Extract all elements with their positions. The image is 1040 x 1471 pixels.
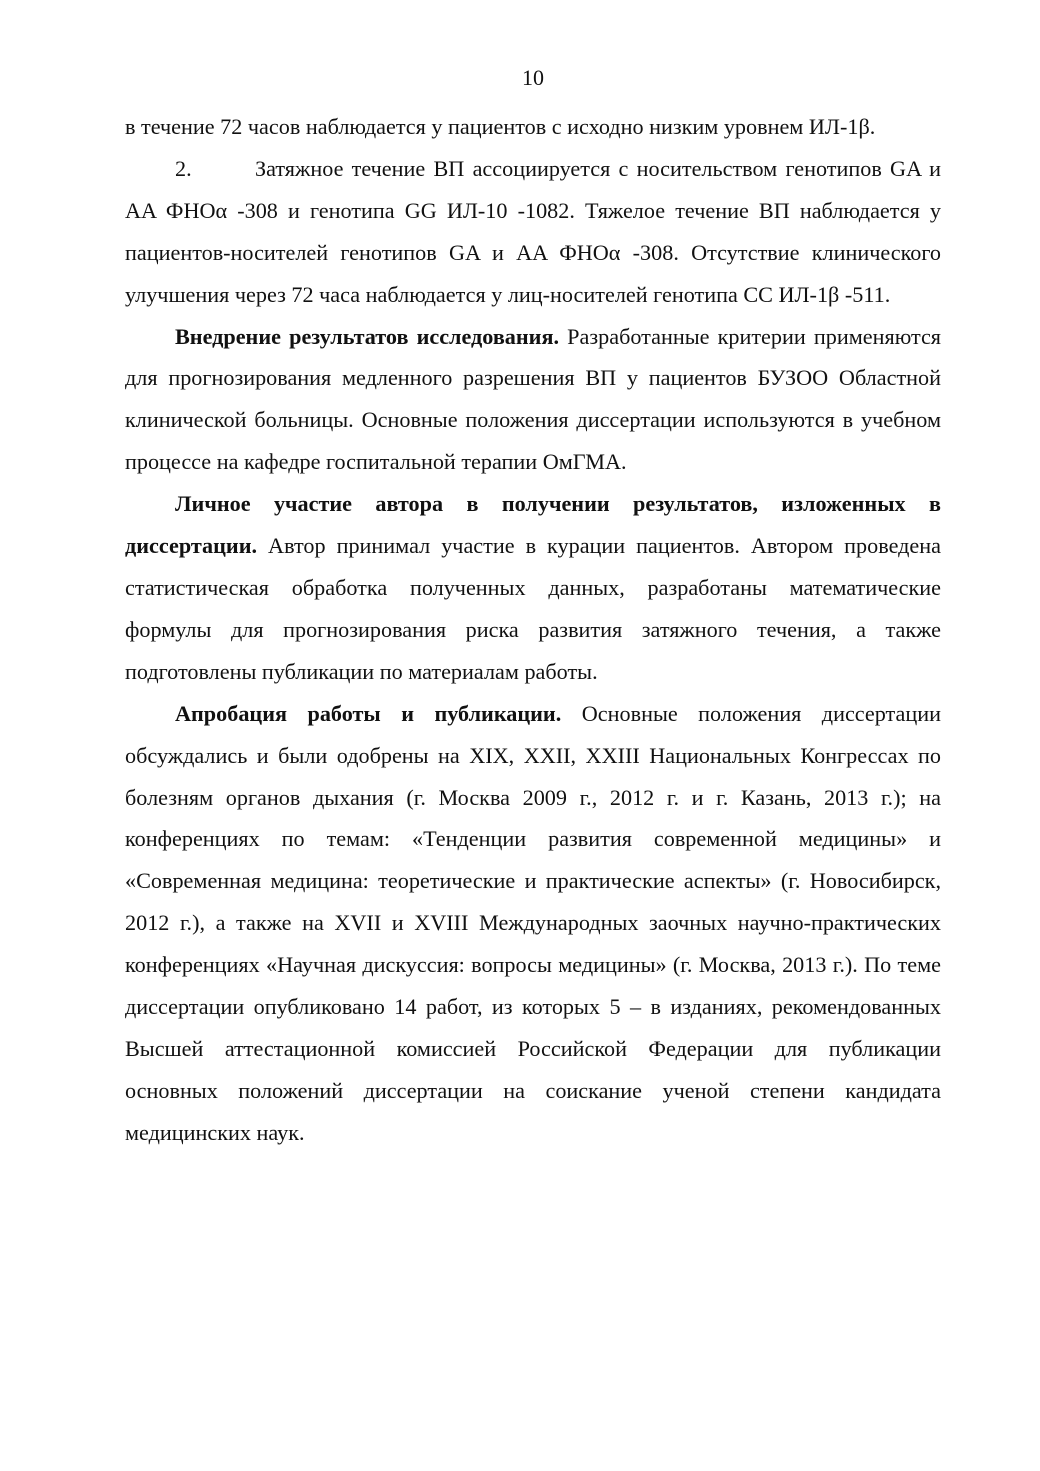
conclusion-text: Затяжное течение ВП ассоциируется с носительством генотипов GA и AA ФНОα -308 и генотипа GG ИЛ-10 -1082. Тяжелое течение ВП наблюдается у пациентов-носителей генотипов GA и AA ФНОα -308. Отсутствие клинического улучшения через 72 часа наблюдается у лиц-носителей генотипа CC ИЛ-1β -511.: [125, 155, 941, 307]
paragraph-continuation: в течение 72 часов наблюдается у пациентов с исходно низким уровнем ИЛ-1β.: [125, 114, 876, 139]
author-contribution-text: Автор принимал участие в курации пациентов. Автором проведена статистическая обработка полученных данных, разработаны математические формулы для прогнозирования риска развития затяжного течения, а также подготовлены публикации по материалам работы.: [125, 533, 941, 684]
document-body: [125, 106, 941, 1154]
section-heading-author-contribution: Личное участие автора в получении результатов, изложенных в диссертации.: [125, 491, 941, 559]
paragraph-approbation: [125, 693, 941, 1154]
paragraph-author-contribution: [125, 483, 941, 693]
page-number: 10: [522, 65, 544, 90]
section-heading-implementation: Внедрение результатов исследования.: [175, 323, 560, 349]
numbered-conclusion-2: [125, 148, 941, 316]
list-number: 2.: [175, 155, 192, 181]
section-heading-approbation: Апробация работы и публикации.: [175, 700, 562, 726]
implementation-text: Разработанные критерии применяются для прогнозирования медленного разрешения ВП у пациентов БУЗОО Областной клинической больницы. Основные положения диссертации используются в учебном процессе на кафедре госпитальной терапии ОмГМА.: [125, 323, 941, 475]
approbation-text: Основные положения диссертации обсуждались и были одобрены на XIX, XXII, XXIII Национальных Конгрессах по болезням органов дыхания (г. Москва 2009 г., 2012 г. и г. Казань, 2013 г.); на конференциях по темам: «Тенденции развития современной медицины» и «Современная медицина: теоретические и практические аспекты» (г. Новосибирск, 2012 г.), а также на XVII и XVIII Международных заочных научно-практических конференциях «Научная дискуссия: вопросы медицины» (г. Москва, 2013 г.). По теме диссертации опубликовано 14 работ, из которых 5 – в изданиях, рекомендованных Высшей аттестационной комиссией Российской Федерации для публикации основных положений диссертации на соискание ученой степени кандидата медицинских наук.: [125, 700, 941, 1145]
paragraph-implementation: [125, 316, 941, 484]
